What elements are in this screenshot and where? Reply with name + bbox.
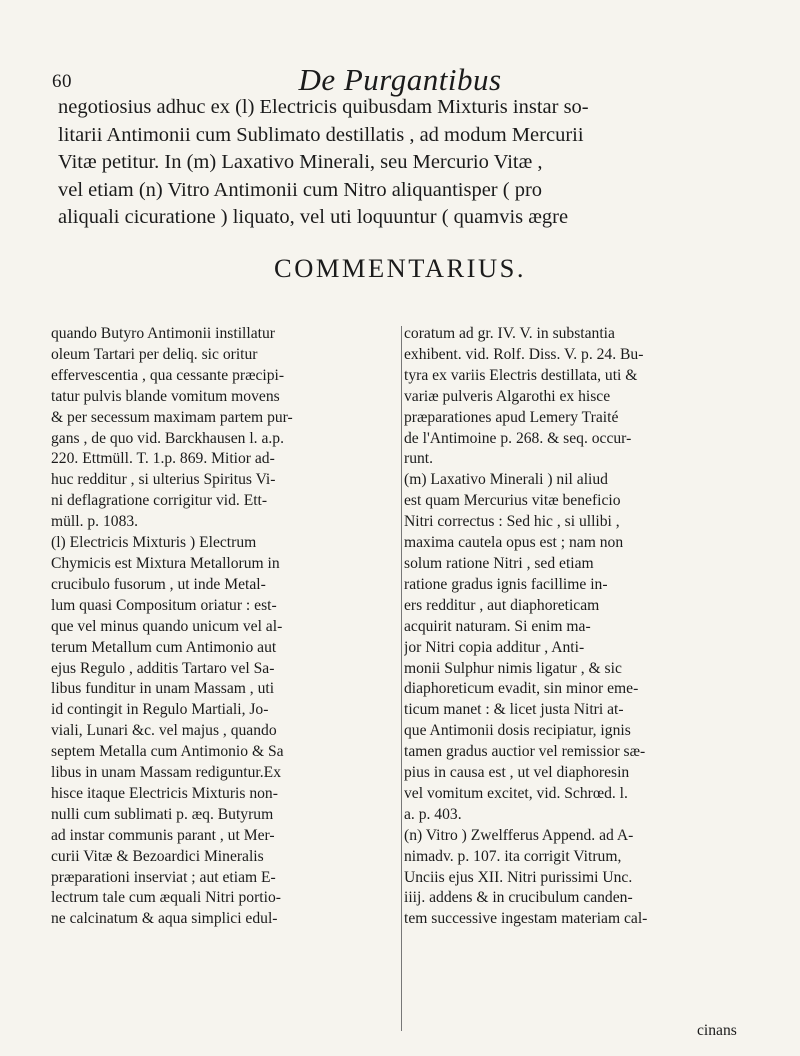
left-line: müll. p. 1083. <box>51 513 139 531</box>
commentary-right-column <box>404 324 756 930</box>
left-line: Chymicis est Mixtura Metallorum in <box>51 554 280 572</box>
left-line: & per secessum maximam partem pur- <box>51 408 293 426</box>
left-line: septem Metalla cum Antimonio & Sa <box>51 743 284 761</box>
left-line: ni deflagratione corrigitur vid. Ett- <box>51 492 268 510</box>
left-line: gans , de quo vid. Barckhausen l. a.p. <box>51 429 284 447</box>
right-line: maxima cautela opus est ; nam non <box>404 534 624 552</box>
left-line: viali, Lunari &c. vel majus , quando <box>51 722 277 740</box>
left-line: lectrum tale cum æquali Nitri portio- <box>51 889 281 907</box>
left-line: huc redditur , si ulterius Spiritus Vi- <box>51 471 276 489</box>
page-number: 60 <box>52 71 72 92</box>
left-line: tatur pulvis blande vomitum movens <box>51 387 280 405</box>
right-line: tem successive ingestam materiam cal- <box>404 910 648 928</box>
right-line: iiij. addens & in crucibulum canden- <box>404 889 633 907</box>
catchword: cinans <box>697 1022 737 1039</box>
left-line: ad instar communis parant , ut Mer- <box>51 826 275 844</box>
left-line: (l) Electricis Mixturis ) Electrum <box>51 534 257 552</box>
running-head: De Purgantibus <box>298 62 502 97</box>
right-line: (n) Vitro ) Zwelfferus Append. ad A- <box>404 826 634 844</box>
right-line: Nitri correctus : Sed hic , si ullibi , <box>404 513 620 531</box>
right-line: nimadv. p. 107. ita corrigit Vitrum, <box>404 847 622 865</box>
intro-line: vel etiam (n) Vitro Antimonii cum Nitro aliquantisper ( pro <box>58 178 543 201</box>
right-line: jor Nitri copia additur , Anti- <box>404 638 585 656</box>
left-line: præparationi inserviat ; aut etiam E- <box>51 868 276 886</box>
commentary-left-column <box>51 324 399 930</box>
right-line: vel vomitum excitet, vid. Schrœd. l. <box>404 784 628 802</box>
left-line: terum Metallum cum Antimonio aut <box>51 638 277 656</box>
left-line: hisce itaque Electricis Mixturis non- <box>51 784 278 802</box>
left-line: nulli cum sublimati p. æq. Butyrum <box>51 805 274 823</box>
left-line: ejus Regulo , additis Tartaro vel Sa- <box>51 659 275 677</box>
right-line: diaphoreticum evadit, sin minor eme- <box>404 680 639 698</box>
right-line: a. p. 403. <box>404 805 462 823</box>
right-line: solum ratione Nitri , sed etiam <box>404 554 594 572</box>
right-line: ticum manet : & licet justa Nitri at- <box>404 701 624 719</box>
right-line: que Antimonii dosis recipiatur, ignis <box>404 722 631 740</box>
left-line: lum quasi Compositum oriatur : est- <box>51 596 277 614</box>
right-line: Unciis ejus XII. Nitri purissimi Unc. <box>404 868 633 886</box>
intro-line: negotiosius adhuc ex (l) Electricis quibusdam Mixturis instar so- <box>58 96 589 118</box>
left-line: crucibulo fusorum , ut inde Metal- <box>51 575 266 593</box>
left-line: curii Vitæ & Bezoardici Mineralis <box>51 847 264 865</box>
right-line: runt. <box>404 450 434 468</box>
right-line: exhibent. vid. Rolf. Diss. V. p. 24. Bu- <box>404 345 644 363</box>
intro-line: litarii Antimonii cum Sublimato destillatis , ad modum Mercurii <box>58 123 584 146</box>
right-line: ratione gradus ignis facillime in- <box>404 575 608 593</box>
right-line: tyra ex variis Electris destillata, uti & <box>404 366 638 384</box>
right-line: coratum ad gr. IV. V. in substantia <box>404 325 615 342</box>
left-line: ne calcinatum & aqua simplici edul- <box>51 910 278 928</box>
right-line: variæ pulveris Algarothi ex hisce <box>404 387 611 405</box>
right-line: præparationes apud Lemery Traité <box>404 408 619 426</box>
intro-paragraph <box>58 94 758 232</box>
right-line: monii Sulphur nimis ligatur , & sic <box>404 659 622 677</box>
left-line: 220. Ettmüll. T. 1.p. 869. Mitior ad- <box>51 450 275 468</box>
left-line: effervescentia , qua cessante præcipi- <box>51 366 285 384</box>
right-line: tamen gradus auctior vel remissior sæ- <box>404 743 646 761</box>
intro-line: Vitæ petitur. In (m) Laxativo Minerali, seu Mercurio Vitæ , <box>58 151 543 173</box>
column-divider <box>401 326 402 1031</box>
left-line: que vel minus quando unicum vel al- <box>51 617 283 635</box>
right-line: acquirit naturam. Si enim ma- <box>404 617 591 635</box>
left-line: id contingit in Regulo Martiali, Jo- <box>51 701 269 719</box>
right-line: ers redditur , aut diaphoreticam <box>404 596 600 614</box>
right-line: (m) Laxativo Minerali ) nil aliud <box>404 471 608 489</box>
right-line: est quam Mercurius vitæ beneficio <box>404 492 621 510</box>
intro-line: aliquali cicuratione ) liquato, vel uti loquuntur ( quamvis ægre <box>58 206 569 228</box>
left-line: quando Butyro Antimonii instillatur <box>51 325 275 342</box>
left-line: oleum Tartari per deliq. sic oritur <box>51 345 258 363</box>
left-line: libus funditur in unam Massam , uti <box>51 680 275 698</box>
right-line: de l'Antimoine p. 268. & seq. occur- <box>404 429 632 447</box>
right-line: pius in causa est , ut vel diaphoresin <box>404 764 630 782</box>
left-line: libus in unam Massam rediguntur.Ex <box>51 764 281 782</box>
section-heading: COMMENTARIUS. <box>274 253 526 283</box>
